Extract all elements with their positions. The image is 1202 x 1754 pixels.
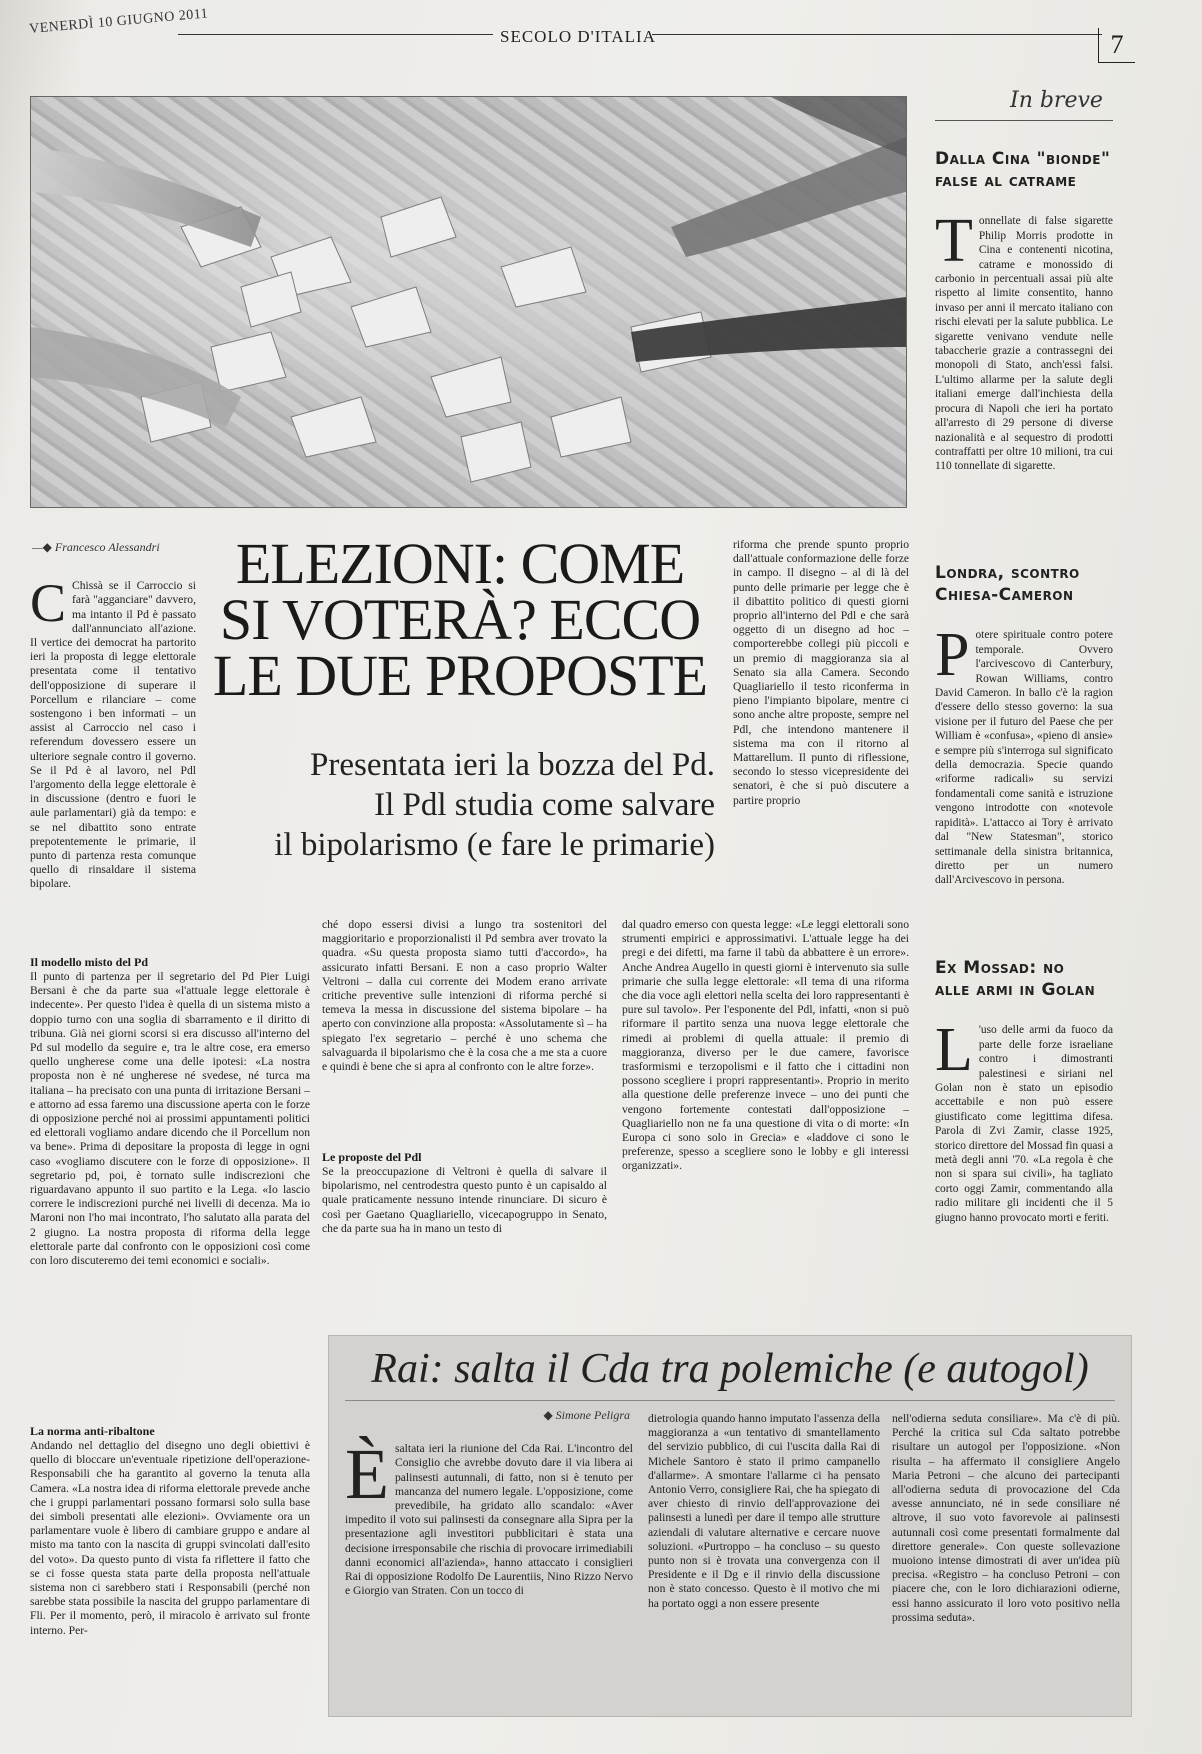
paper-name: SECOLO D'ITALIA (500, 27, 656, 46)
in-breve-rule (935, 120, 1113, 121)
byline-dash: —◆ (32, 540, 55, 554)
brief-londra-body (935, 614, 1113, 932)
brief-cina-text: onnellate di false sigarette Philip Morris prodotte in Cina e contenenti nicotina, catrame e monossido di carbonio in percentuali assai più alte rispetto al limite consentito, hanno invaso per anni il mercato italiano con rischi elevati per la salute pubblica. Le sigarette venivano vendute nelle tabaccherie grazie a contrassegni dei monopoli di Stato, anch'essi falsi. L'ultimo allarme per la salute degli italiani emerge dall'inchiesta della procura di Napoli che ieri ha portato all'arresto di 29 persone di diverse nazionalità e al sequestro di prodotti contraffatti per oltre 10 milioni, tra cui 110 tonnellate di sigarette. (935, 215, 1113, 473)
brief-cina-dropcap: T (935, 207, 973, 276)
main-article-col2-body: Se la preoccupazione di Veltroni è quella di salvare il bipolarismo, nel centrodestra questo punto è un capisaldo al quale praticamente nessuno intende rinunciare. Di sicuro è così per Gaetano Quagliariello, vicecapogruppo in Senato, che da parte sua ha in mano un testo di (322, 1165, 607, 1235)
brief-londra (935, 562, 1113, 932)
main-article-col1-lead (30, 565, 196, 925)
rai-col1-text: saltata ieri la riunione del Cda Rai. L'incontro del Consiglio che avrebbe dovuto dare il via libera ai palinsesti autunnali, di fatto, non si è tenuto per mancanza del numero legale. L'opposizione, come prevedibile, ha gridato allo scandalo: «Aver impedito il voto sui palinsesti da consegnare alla Sipra per la presentazione agli investitori pubblicitari è stata una decisione irresponsabile che rischia di provocare irrimediabili danni economici all'azienda», hanno attaccato i consiglieri Rai di opposizione Rodolfo De Laurentiis, Nino Rizzo Nervo e Giorgio van Straten. Con un tocco di (345, 1442, 633, 1598)
main-article-col1-bottom: Andando nel dettaglio del disegno uno degli obiettivi è quello di bloccare un'eventuale ripetizione dell'operazione-Responsabili che ha garantito al governo la tenuta alla Camera. «La nostra idea di riforma elettorale prevede anche che i gruppi parlamentari possano formarsi solo sulla base dei simboli presentati alle elezioni». Ovviamente ora un parlamentare vuole è libero di cambiare gruppo e andare al misto ma tanto con la nascita di gruppi svincolati dall'esito del voto». Da questo punto di vista fa riflettere il fatto che se ci fosse questa stata parte della proposta nell'attuale sistema non ci sarebbero stati i Responsabili (perché non sarebbe stata possibile la nascita del gruppo parlamentare di Fli. Per il momento, però, il miracolo è arrivato sul fronte interno. Per- (30, 1439, 310, 1637)
rai-article-title: Rai: salta il Cda tra polemiche (e autogol) (371, 1346, 1089, 1392)
rai-col3: nell'odierna seduta consiliare». Ma c'è di più. Perché la critica sul Cda saltato potrebbe risultare un autogol per l'opposizione. «Non risulta – ha affermato il consigliere Angelo Maria Petroni – che alcuno dei partecipanti all'odierna seduta di provocazione del Cda avesse annunciato, né in sede consiliare né altrove, il suo voto favorevole ai palinsesti autunnali così come presentati formalmente dal direttore generale». Con queste sollevazione muoiono intense dimostrati di aver un'idea più precisa. «Registro – ha concluso Petroni – con piacere che, con le loro dichiarazioni odierne, essi hanno assicurato il loro voto positivo nella prossima seduta». (892, 1412, 1120, 1624)
issue-date: VENERDÌ 10 GIUGNO 2011 (28, 6, 209, 38)
headline-line-1: ELEZIONI: COME (235, 531, 685, 596)
ballot-counting-photo (30, 96, 907, 508)
masthead-rule-left (178, 34, 493, 35)
page-number: 7 (1098, 28, 1135, 63)
deck-line-3: il bipolarismo (e fare le primarie) (274, 827, 715, 863)
main-article-col2 (322, 918, 607, 1265)
rai-title-rule (345, 1400, 1115, 1401)
brief-mossad-body (935, 1009, 1113, 1269)
main-article-byline (32, 540, 202, 555)
main-article-col3-top: riforma che prende spunto proprio dall'attuale conformazione delle forze in campo. Il disegno – al di là del punto delle primarie per legge che è il dibattito politico di questi giorni proprio all'interno del Pdl e che sarà oggetto di un disegno ad hoc – comporterebbe collegi più piccoli e un premio di maggioranza sia al Senato sia alla Camera. Secondo Quagliariello il testo riconferma in pieno l'impianto bipolare, mentre ci sono anche altre proposte, sempre nel Pdl, che intendono mantenere il sistema ma con il ritorno al Mattarellum. Il punto di riflessione, secondo lo stesso vicepresidente dei senatori, è che si può discutere a partire proprio (733, 538, 909, 807)
brief-cina-title-2: false al catrame (935, 171, 1077, 191)
main-article-col1 (30, 955, 310, 1739)
masthead-rule-right (652, 34, 1102, 35)
rai-article-byline (510, 1408, 630, 1423)
brief-cina-title-1: Dalla Cina "bionde" (935, 149, 1111, 169)
headline-line-3: LE DUE PROPOSTE (212, 643, 708, 708)
main-headline (205, 531, 715, 708)
brief-londra-dropcap: P (935, 621, 970, 690)
main-article-col1-body: Il punto di partenza per il segretario del Pd Pier Luigi Bersani è che da parte sua «l'attuale legge elettorale è indecente». Per questo l'idea è quella di un sistema misto a doppio turno con una soglia di sbarramento e il diritto di tribuna. Già nei giorni scorsi si era discusso all'interno del Pd sul modello da seguire e, tra le altre cose, era emerso quello ungherese come una delle ipotesi: «La nostra proposta non è né ungherese né svedese, né turca ma italiana – ha precisato con una punta di irritazione Bersani – e attorno ad essa faremo una discussione aperta con le forze di opposizione perché noi ai prossimi appuntamenti politici ed elettorali vogliamo andare dicendo che il Porcellum non va bene». Prima di depositare la proposta di legge in ogni caso «vogliamo discutere con le forze di opposizione». Il segretario pd, poi, è tornato sulle indiscrezioni che riguardavano appunto il suo partito e la Lega. «Io lascio correre le indiscrezioni purché nei livelli di decenza. Ma io Maroni non l'ho mai incontrato, l'ho salutato alla parata del 2 giugno. La nostra proposta di riforma della legge elettorale parte dal confronto con le opposizioni così come con loro discuteremo dei temi economici e sociali». (30, 970, 310, 1268)
in-breve-label: In breve (1010, 88, 1103, 113)
rai-col1 (345, 1428, 633, 1700)
brief-mossad (935, 957, 1113, 1269)
brief-mossad-title-1: Ex Mossad: no (935, 958, 1065, 978)
brief-mossad-dropcap: L (935, 1016, 973, 1085)
brief-mossad-title-2: alle armi in Golan (935, 980, 1096, 1000)
brief-londra-title-2: Chiesa-Cameron (935, 585, 1074, 605)
rai-byline-marker: ◆ (543, 1408, 556, 1422)
byline-name: Francesco Alessandri (54, 540, 160, 554)
brief-cina-body (935, 200, 1113, 530)
deck-line-2: Il Pdl studia come salvare (374, 787, 715, 823)
main-article-col3-body: dal quadro emerso con questa legge: «Le leggi elettorali sono strumenti empirici e approssimativi. L'attuale legge ha dei pregi e dei difetti, ma farne il tabù da abbattere è un errore». Anche Andrea Augello in questi giorni è intervenuto sia sulle primarie che sulla legge elettorale: «Il tema di una riforma che dia voce agli elettori nella scelta dei loro rappresentanti è pure sul tavolo». Per l'esponente del Pdl, infatti, «non si può riformare il partito senza una nuova legge elettorale che rimedi ai problemi di quella attuale: il premio di maggioranza, diverso per le due camere, favorisce trasformismi e terzopolismi e il fatto che i cittadini non possono scegliere i propri rappresentanti». Proprio in merito alla questione delle preferenze invece – uno dei punti che vengono fortemente contestati dall'opposizione – Quagliariello non ne fa una questione di vita o di morte: «In Europa ci sono solo in Grecia» e «laddove ci sono le preferenze, spesso a scegliere sono le lobby e gli interessi organizzati». (622, 918, 909, 1173)
brief-mossad-text: 'uso delle armi da fuoco da parte delle forze israeliane contro i dimostranti palestinesi e siriani nel Golan non è stato un episodio accettabile e non può essere giustificato come legittima difesa. Parola di Zvi Zamir, classe 1925, storico direttore del Mossad fin quasi a metà degli anni '70. «La regola è che non si spara sui civili», ha tagliato corto oggi Zamir, commentando alla radio militare gli incidenti che il 5 giugno hanno provocato morti e feriti. (935, 1024, 1113, 1224)
deck-line-1: Presentata ieri la bozza del Pd. (309, 747, 715, 783)
brief-londra-title-1: Londra, scontro (935, 563, 1080, 583)
photo-illustration (31, 97, 906, 507)
subhead-anti-ribaltone: La norma anti-ribaltone (30, 1424, 155, 1438)
main-deck (205, 745, 715, 865)
rai-col2: dietrologia quando hanno imputato l'assenza della maggioranza a «un tentativo di smantellamento del servizio pubblico, di cui l'uscita dalla Rai di Michele Santoro è stato il primo campanello d'allarme». A smontare l'allarme ci ha pensato Antonio Verro, consigliere Rai, che ha spiegato di aver chiesto di rinvio dell'approvazione dei palinsesti a lunedì per dare il tempo alle strutture aziendali di valutare alternative e cercare nuove soluzioni. «Purtroppo – ha concluso – su questo punto non si è trovata una convergenza con il Presidente e il Dg e il rinvio della discussione non è stato concesso. Questo è il motivo che mi ha portato oggi a non essere presente (648, 1412, 880, 1610)
subhead-proposte-pdl: Le proposte del Pdl (322, 1150, 422, 1164)
rai-byline-name: Simone Peligra (555, 1408, 630, 1422)
brief-londra-text: otere spirituale contro potere temporale. Ovvero l'arcivescovo di Canterbury, Rowan Williams, contro David Cameron. In ballo c'è la ragion d'essere dello stesso governo: la sua visione per il futuro del Paese che per William è «confusa», «pieno di ansie» e sempre più s'interroga sul significato della democrazia. Specie quando «riforme radicali» su servizi fondamentali come sanità e istruzione vengono introdotte con «notevole rapidità». L'attacco ai Tory è arrivato dal "New Statesman", storico settimanale della sinistra britannica, diretto per un numero dall'Arcivescovo in persona. (935, 629, 1113, 887)
headline-line-2: SI VOTERÀ? ECCO (219, 587, 701, 652)
rai-dropcap: È (345, 1434, 389, 1515)
main-article-col1-lead-text: Chissà se il Carroccio si farà "agganciare" davvero, ma intanto il Pd è passato dall'annunciato all'azione. Il vertice dei democrat ha partorito ieri la proposta di legge elettorale presentata come il tentativo dell'opposizione di superare il Porcellum e rilanciare – come sostengono i ben informati – un assist al Carroccio nel caso i referendum dovessero essere un ulteriore segnale contro il governo. Se il Pd è al lavoro, nel Pdl l'argomento della legge elettorale è in discussione (dentro e fuori le aule parlamentari) già da tempo: e se nel dibattito sono entrate prepotentemente le primarie, il punto di partenza resta comunque quello di rinsaldare il sistema bipolare. (30, 579, 196, 891)
main-article-col2-text: ché dopo essersi divisi a lungo tra sostenitori del maggioritario e proporzionalisti il Pd sembra aver trovato la quadra. «Su questa proposta siamo tutti d'accordo», ha assicurato infatti Bersani. E non a caso proprio Walter Veltroni – dalla cui corrente dei Modem erano arrivate critiche preventive sulle intenzioni di riforma perché si temeva la messa in discussione del sistema bipolare – ha aperto con convinzione alla proposta: «Assolutamente sì – ha spiegato l'ex segretario – perché è uno schema che salvaguarda il bipolarismo che è la cosa che a me sta a cuore e quindi è bene che si apra al confronto con le altre forze». (322, 918, 607, 1074)
main-article-dropcap: C (30, 573, 67, 634)
brief-cina (935, 148, 1113, 530)
subhead-modello-misto: Il modello misto del Pd (30, 955, 149, 969)
